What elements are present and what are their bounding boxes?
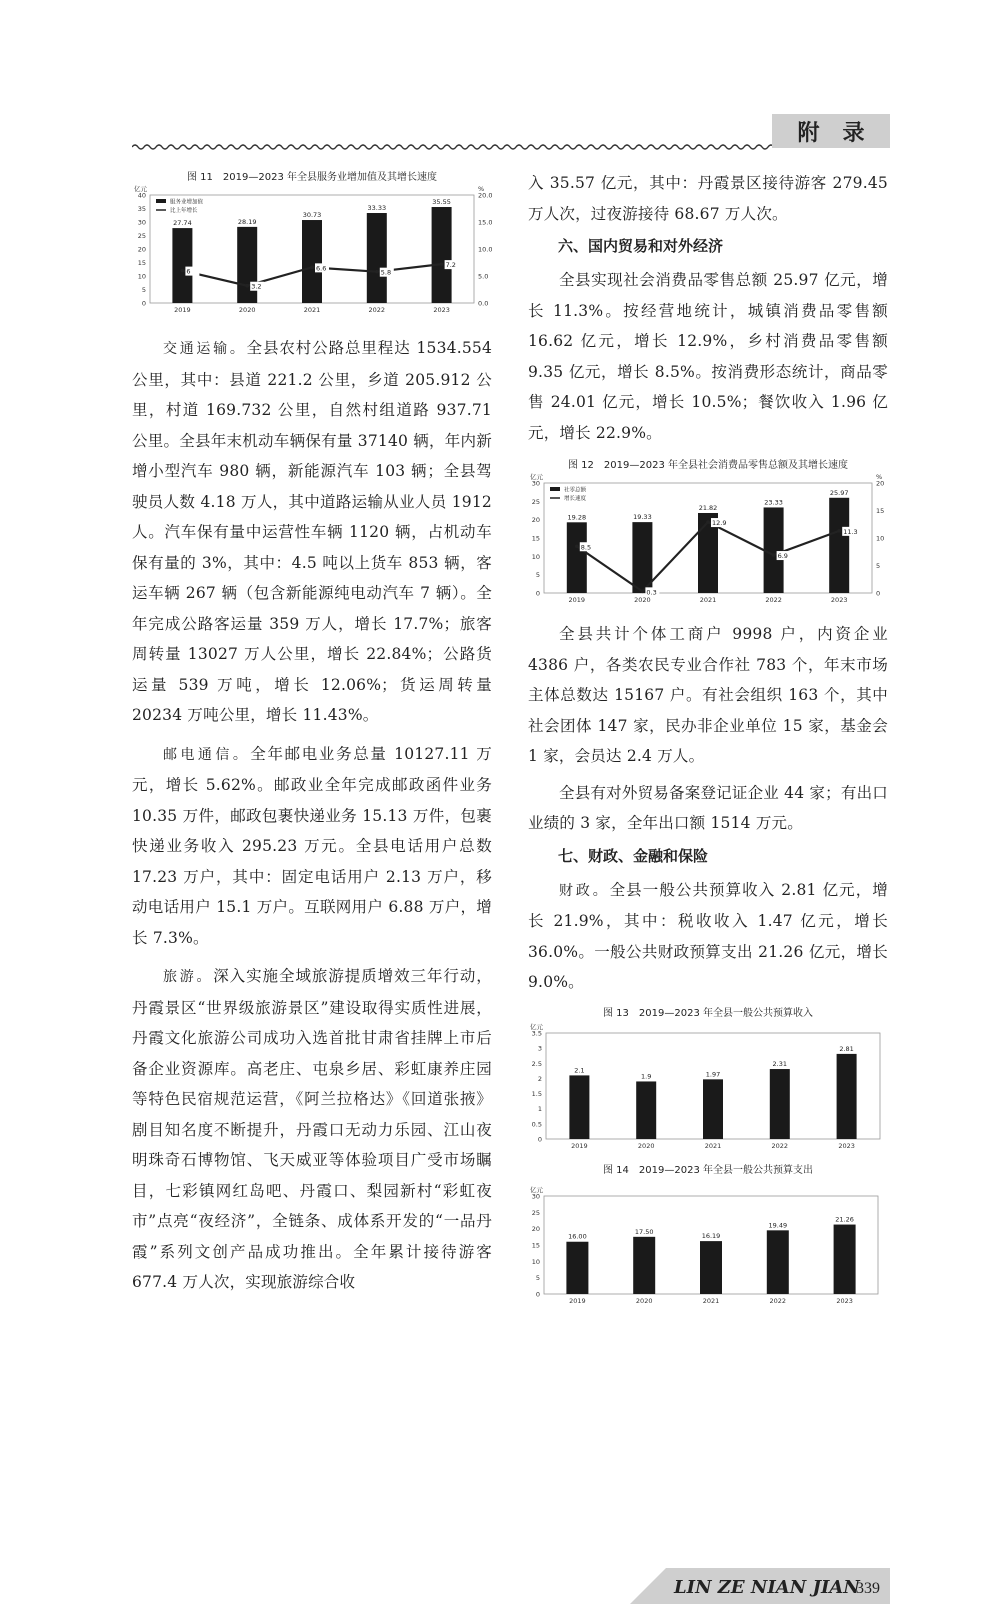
y-tick-label: 15 [531,534,540,543]
bar [829,498,849,593]
x-tick-label: 2019 [174,306,191,313]
tourism-paragraph [132,961,492,1298]
bar-value-label: 17.50 [634,1227,654,1236]
header-section-tab [772,114,890,148]
legend-line-label: 比上年增长 [170,208,198,214]
header-wave-rule [132,142,772,152]
x-tick-label: 2019 [569,1296,586,1305]
y-tick-label: 30 [137,218,146,227]
bar-value-label: 2.1 [574,1065,585,1074]
bar-value-label: 27.74 [173,219,192,228]
y2-axis-unit: % [478,185,485,193]
y-tick-label: 10 [137,272,146,281]
x-tick-label: 2022 [765,596,782,604]
bar [172,228,192,303]
y2-tick-label: 10.0 [478,245,492,254]
bar-value-label: 16.00 [568,1232,587,1241]
y2-axis-unit: % [876,473,883,481]
footer-banner [630,1568,890,1604]
figure-14-chart [528,1178,888,1306]
figure-12 [528,456,888,605]
y2-tick-label: 0 [876,589,881,598]
legend-bar-label: 服务业增加值 [170,199,204,206]
growth-point [837,529,841,533]
x-tick-label: 2022 [769,1296,787,1305]
bar [703,1079,723,1139]
figure-14-caption: 图 14 2019—2023 年全县一般公共预算支出 [603,1164,813,1176]
y-tick-label: 0 [141,299,146,308]
figure-13 [528,1004,888,1153]
bar-value-label: 30.73 [302,211,322,220]
y-tick-label: 1.5 [531,1089,542,1098]
post-paragraph [132,739,492,954]
bar [367,213,387,303]
bar [837,1053,857,1138]
y-tick-label: 20 [531,1224,540,1233]
post-lead: 邮电通信。 [163,746,251,763]
y-tick-label: 35 [137,205,146,213]
growth-point [641,590,645,594]
legend-bar-swatch [550,487,560,491]
y-axis-unit: 亿元 [530,473,543,481]
x-tick-label: 2021 [699,596,717,604]
x-tick-label: 2023 [836,1296,853,1305]
bar-value-label: 1.97 [705,1069,721,1078]
bar [432,207,452,303]
y-tick-label: 2 [537,1074,542,1083]
bar [764,507,784,593]
y-tick-label: 15 [531,1241,540,1249]
y2-tick-label: 20.0 [478,191,492,200]
x-tick-label: 2020 [637,1141,655,1150]
x-tick-label: 2020 [635,1296,653,1305]
x-tick-label: 2019 [568,596,586,604]
y-tick-label: 30 [531,479,540,488]
finance-paragraph [528,875,888,998]
tourism-lead: 旅游。 [163,969,214,985]
transport-text: 全县农村公路总里程达 1534.554 公里，其中：县道 221.2 公里，乡道 205.912 公里，村道 169.732 公里，自然村组道路 937.71 公里。全县年末机动车辆保有量 37140 辆，年内新增小型汽车 980 辆，新能源汽车 103 辆；全县驾驶员人数 4.18 万人，其中道路运输从业人员 1912 人。汽车保有量中运营性车辆 1120 辆，占机动车保有量的 3%，其中：4.5 吨以上货车 853 辆，客运车辆 267 辆（包含新能源纯电动汽车 7 辆）。全年完成公路客运量 359 万人，增长 17.7%；旅客周转量 13027 万人公里，增长 22.84%；公路货运量 539 万吨，增长 12.06%；货运周转量 20234 万吨公里，增长 11.43%。 [132,339,493,724]
figure-14 [528,1161,888,1306]
y2-tick-label: 15 [876,507,885,515]
growth-point [706,520,710,524]
bar-value-label: 1.9 [641,1071,652,1080]
bar-value-label: 33.33 [367,204,387,213]
legend-bar-label: 社零总额 [564,487,587,494]
bar [237,227,257,303]
x-tick-label: 2023 [830,596,848,604]
y-axis-unit: 亿元 [530,1185,543,1194]
y-tick-label: 0 [535,589,540,598]
growth-value-label: 11.3 [843,527,858,536]
y-tick-label: 15 [137,259,146,267]
y-tick-label: 10 [531,552,540,561]
growth-point [181,269,185,273]
x-tick-label: 2020 [634,596,651,604]
finance-lead: 财政。 [559,882,610,899]
x-tick-label: 2020 [238,306,256,313]
y-axis-unit: 亿元 [134,185,147,193]
section-6-heading: 六、国内贸易和对外经济 [558,237,724,255]
right-column [528,168,888,1306]
y-tick-label: 2.5 [531,1059,542,1068]
growth-value-label: 12.9 [712,519,727,528]
section-7-heading: 七、财政、金融和保险 [558,846,709,865]
bar-value-label: 28.19 [237,217,257,226]
y2-tick-label: 20 [876,479,885,488]
y-tick-label: 0 [535,1290,540,1298]
growth-value-label: 3.2 [251,282,262,291]
growth-point [772,553,776,557]
bar-value-label: 19.49 [768,1220,788,1229]
bar-value-label: 25.97 [829,488,849,497]
x-tick-label: 2021 [702,1296,720,1305]
y-tick-label: 5 [535,1273,540,1282]
transport-paragraph [132,333,492,731]
bar-value-label: 19.33 [633,513,652,522]
figure-11-caption: 图 11 2019—2023 年全县服务业增加值及其增长速度 [187,172,437,183]
figure-13-chart [528,1021,888,1153]
y-tick-label: 20 [531,516,540,525]
y-tick-label: 25 [531,1208,540,1217]
y2-tick-label: 0.0 [478,299,489,308]
bar [566,1241,588,1293]
trade-paragraph: 全县有对外贸易备案登记证企业 44 家；有出口业绩的 3 家，全年出口额 1514 万元。 [528,783,888,832]
footer-journal-title: LIN ZE NIAN JIAN [674,1577,860,1598]
bar [770,1069,790,1139]
bar-value-label: 35.55 [432,198,451,207]
footer-page-number: 339 [856,1580,880,1597]
growth-point [575,544,579,548]
bar [636,1081,656,1139]
post-text: 全年邮电业务总量 10127.11 万元，增长 5.62%。邮政业全年完成邮政函件业务 10.35 万件，邮政包裹快递业务 15.13 万件，包裹快递业务收入 295.23 万元。全县电话用户总数 17.23 万户，其中：固定电话用户 2.13 万户，移动电话用户 15.1 万户。互联网用户 6.88 万户，增长 7.3%。 [132,744,492,947]
growth-value-label: 7.2 [445,261,456,270]
legend-line-label: 增长速度 [564,496,587,502]
y2-tick-label: 5 [876,562,881,570]
growth-point [375,270,379,274]
growth-point [245,284,249,288]
tourism-continued-paragraph: 入 35.57 亿元，其中：丹霞景区接待游客 279.45 万人次，过夜游接待 68.67 万人次。 [528,174,888,223]
y-tick-label: 20 [137,245,146,254]
y-axis-unit: 亿元 [530,1022,543,1031]
transport-lead: 交通运输。 [163,341,247,357]
growth-value-label: 8.5 [580,543,592,552]
figure-13-caption: 图 13 2019—2023 年全县一般公共预算收入 [603,1007,813,1019]
bar [633,1236,655,1293]
growth-value-label: 0.3 [646,588,657,597]
x-tick-label: 2019 [571,1141,588,1150]
growth-value-label: 6.9 [777,552,788,561]
left-column [132,168,492,1298]
bar [567,522,587,593]
y-tick-label: 0 [537,1135,542,1143]
y2-tick-label: 5.0 [478,272,489,281]
header-tab-char-1: 附 [797,120,820,146]
x-tick-label: 2023 [433,306,450,313]
y2-tick-label: 10 [876,534,885,543]
y-tick-label: 25 [137,232,146,240]
y-tick-label: 3.5 [531,1029,542,1037]
bar-value-label: 2.31 [772,1059,788,1068]
business-paragraph: 全县共计个体工商户 9998 户，内资企业 4386 户，各类农民专业合作社 783 个，年末市场主体总数达 15167 户。有社会组织 163 个，其中社会团体 147 家，民办非企业单位 15 家，基金会 1 家，会员达 2.4 万人。 [528,625,888,765]
y-tick-label: 5 [535,571,540,580]
growth-point [440,262,444,266]
figure-11 [132,168,492,313]
growth-value-label: 6 [186,267,191,276]
y-tick-label: 0.5 [531,1119,542,1128]
bar [302,220,322,303]
x-tick-label: 2022 [771,1141,789,1150]
figure-11-chart [132,185,492,313]
x-tick-label: 2021 [303,306,321,313]
bar-value-label: 23.33 [764,498,783,507]
bar [700,1241,722,1294]
retail-paragraph: 全县实现社会消费品零售总额 25.97 亿元，增长 11.3%。按经营地统计，城镇消费品零售额 16.62 亿元，增长 12.9%，乡村消费品零售额 9.35 亿元，增长 8.5%。按消费形态统计，商品零售 24.01 亿元，增长 10.5%；餐饮收入 1.96 亿元，增长 22.9%。 [528,271,888,442]
y-tick-label: 40 [137,191,146,200]
figure-12-chart [528,473,888,605]
x-tick-label: 2023 [838,1141,855,1150]
bar-value-label: 16.19 [701,1231,721,1240]
bar-value-label: 19.28 [567,513,587,522]
growth-value-label: 6.6 [316,264,327,273]
x-tick-label: 2021 [704,1141,722,1150]
x-tick-label: 2022 [368,306,386,313]
y-tick-label: 30 [531,1192,540,1200]
growth-value-label: 5.8 [380,268,392,277]
bar [834,1224,856,1293]
legend-bar-swatch [156,199,166,203]
bar [767,1230,789,1294]
y-tick-label: 10 [531,1257,540,1266]
growth-point [310,266,314,270]
y-tick-label: 5 [141,286,146,294]
bar-value-label: 21.82 [698,503,718,512]
header-tab-char-2: 录 [842,120,865,146]
bar [569,1075,589,1139]
y-tick-label: 25 [531,497,540,506]
tourism-text: 深入实施全域旅游提质增效三年行动，丹霞景区“世界级旅游景区”建设取得实质性进展，丹霞文化旅游公司成功入选首批甘肃省挂牌上市后备企业资源库。高老庄、屯泉乡居、彩虹康养庄园等特色民宿规范运营，《阿兰拉格达》《回道张掖》剧目知名度不断提升，丹霞口无动力乐园、江山夜明珠奇石博物馆、飞天威亚等体验项目广受市场瞩目，七彩镇网红岛吧、丹霞口、梨园新村“彩虹夜市”点亮“夜经济”，全链条、成体系开发的“一品丹霞”系列文创产品成功推出。全年累计接待游客 677.4 万人次，实现旅游综合收 [132,967,493,1291]
finance-text: 全县一般公共预算收入 2.81 亿元，增长 21.9%，其中：税收收入 1.47 亿元，增长 36.0%。一般公共财政预算支出 21.26 亿元，增长 9.0%。 [528,880,888,991]
figure-12-caption: 图 12 2019—2023 年全县社会消费品零售总额及其增长速度 [568,460,848,471]
y-tick-label: 3 [537,1044,542,1053]
bar-value-label: 21.26 [835,1215,854,1224]
y2-tick-label: 15.0 [478,218,492,227]
bar-value-label: 2.81 [839,1044,854,1053]
y-tick-label: 1 [537,1104,542,1113]
